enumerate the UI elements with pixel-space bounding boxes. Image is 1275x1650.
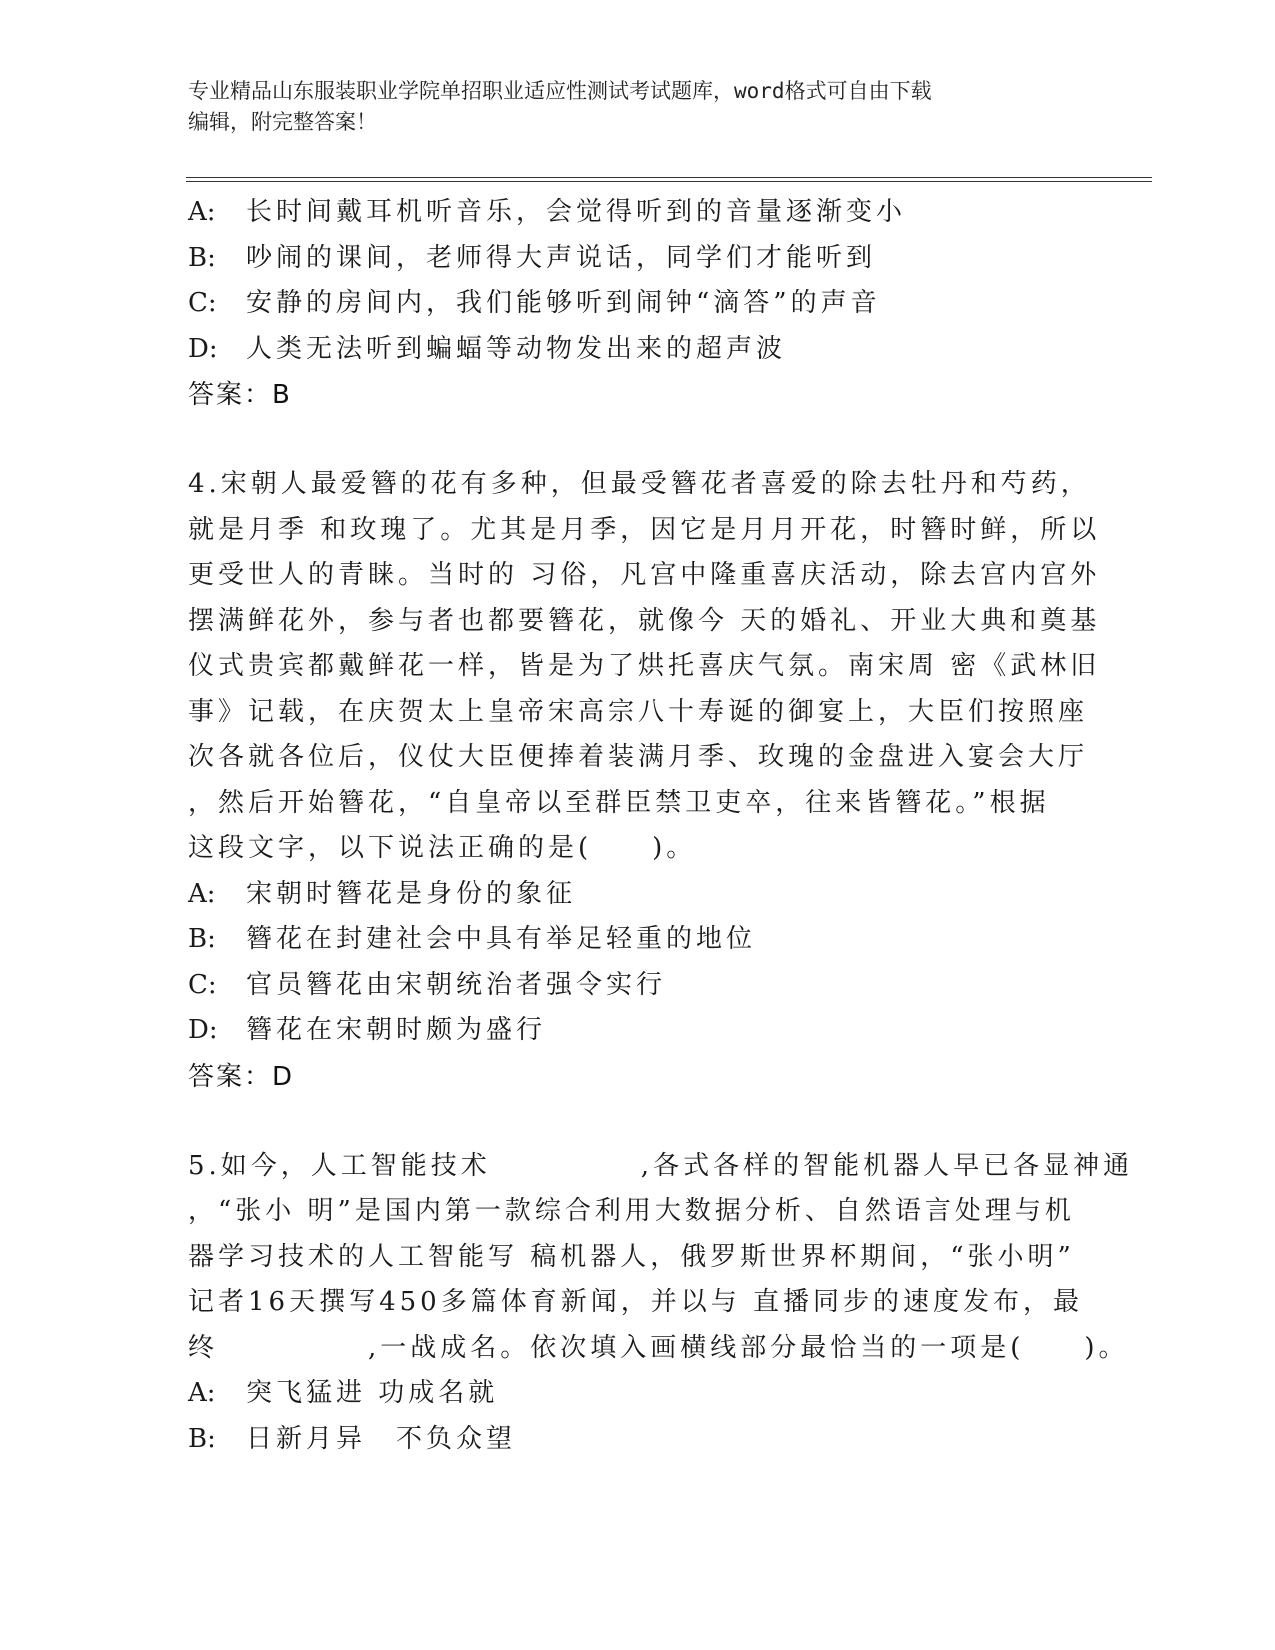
- question-4-option-d: [188, 1008, 1078, 1054]
- option-text: 日新月异 不负众望: [246, 1423, 517, 1454]
- question-5: [188, 1144, 1134, 1463]
- stem-line: 终 ,一战成名。依次填入画横线部分最恰当的一项是( )。: [188, 1332, 1129, 1363]
- question-3: [188, 190, 1078, 418]
- option-letter: C:: [188, 288, 217, 318]
- option-text: 簪花在封建社会中具有举足轻重的地位: [246, 924, 757, 954]
- question-4-option-c: [188, 963, 1078, 1009]
- stem-line: ，“张小 明”是国内第一款综合利用大数据分析、自然语言处理与机: [188, 1196, 1075, 1226]
- question-3-option-c: [188, 281, 1078, 327]
- option-text: 官员簪花由宋朝统治者强令实行: [246, 969, 667, 1000]
- option-letter: B:: [188, 924, 216, 954]
- option-text: 安静的房间内，我们能够听到闹钟“滴答”的声音: [246, 288, 881, 318]
- option-text: 簪花在宋朝时颇为盛行: [246, 1015, 547, 1045]
- option-letter: A:: [188, 1378, 216, 1408]
- question-5-stem: [188, 1144, 1134, 1372]
- question-spacer: [188, 1100, 1078, 1144]
- option-text: 突飞猛进 功成名就: [246, 1378, 499, 1408]
- question-4-option-a: [188, 872, 1078, 918]
- question-3-option-a: [188, 190, 1078, 236]
- header-line-1: 专业精品山东服装职业学院单招职业适应性测试考试题库，word格式可自由下载: [188, 79, 932, 103]
- question-3-option-b: [188, 236, 1078, 282]
- stem-line: 次各就各位后，仪仗大臣便捧着装满月季、玫瑰的金盘进入宴会大厅: [188, 742, 1089, 772]
- option-letter: D:: [188, 333, 218, 364]
- question-4-option-b: [188, 917, 1078, 963]
- question-4: [188, 462, 1101, 1100]
- header-divider: [186, 177, 1152, 178]
- question-3-option-d: [188, 327, 1078, 373]
- option-text: 人类无法听到蝙蝠等动物发出来的超声波: [246, 333, 787, 364]
- option-letter: B:: [188, 1423, 216, 1454]
- question-5-option-a: [188, 1371, 1078, 1417]
- stem-line: 摆满鲜花外，参与者也都要簪花，就像今 天的婚礼、开业大典和奠基: [188, 605, 1101, 636]
- header-divider-secondary: [186, 181, 1152, 182]
- option-letter: A:: [188, 197, 216, 227]
- question-4-answer: 答案：D: [188, 1061, 295, 1092]
- page-header: [188, 76, 1078, 138]
- question-3-answer: 答案：B: [188, 380, 292, 410]
- stem-line: 器学习技术的人工智能写 稿机器人，俄罗斯世界杯期间，“张小明”: [188, 1241, 1075, 1272]
- header-line-2: 编辑，附完整答案！: [188, 110, 377, 134]
- stem-line: 就是月季 和玫瑰了。尤其是月季，因它是月月开花，时簪时鲜，所以: [188, 514, 1101, 545]
- option-letter: A:: [188, 878, 216, 909]
- question-4-stem: [188, 462, 1101, 872]
- option-letter: D:: [188, 1015, 218, 1045]
- option-text: 长时间戴耳机听音乐，会觉得听到的音量逐渐变小: [246, 197, 907, 227]
- question-5-option-b: [188, 1417, 1078, 1463]
- option-letter: C:: [188, 969, 217, 1000]
- stem-line: ，然后开始簪花，“自皇帝以至群臣禁卫吏卒，往来皆簪花。”根据: [188, 787, 1050, 818]
- option-text: 吵闹的课间，老师得大声说话，同学们才能听到: [246, 242, 877, 273]
- stem-line: 4.宋朝人最爱簪的花有多种，但最受簪花者喜爱的除去牡丹和芍药，: [188, 469, 1091, 499]
- stem-line: 5.如今，人工智能技术 ,各式各样的智能机器人早已各显神通: [188, 1150, 1134, 1181]
- question-spacer: [188, 418, 1078, 462]
- stem-line: 更受世人的青睐。当时的 习俗，凡宫中隆重喜庆活动，除去宫内宫外: [188, 560, 1101, 590]
- stem-line: 这段文字，以下说法正确的是( )。: [188, 833, 697, 863]
- stem-line: 记者16天撰写450多篇体育新闻，并以与 直播同步的速度发布，最: [188, 1287, 1083, 1317]
- stem-line: 仪式贵宾都戴鲜花一样，皆是为了烘托喜庆气氛。南宋周 密《武林旧: [188, 651, 1101, 681]
- option-letter: B:: [188, 242, 216, 273]
- option-text: 宋朝时簪花是身份的象征: [246, 878, 577, 909]
- question-content: [188, 190, 1134, 1462]
- stem-line: 事》记载，在庆贺太上皇帝宋高宗八十寿诞的御宴上，大臣们按照座: [188, 696, 1089, 727]
